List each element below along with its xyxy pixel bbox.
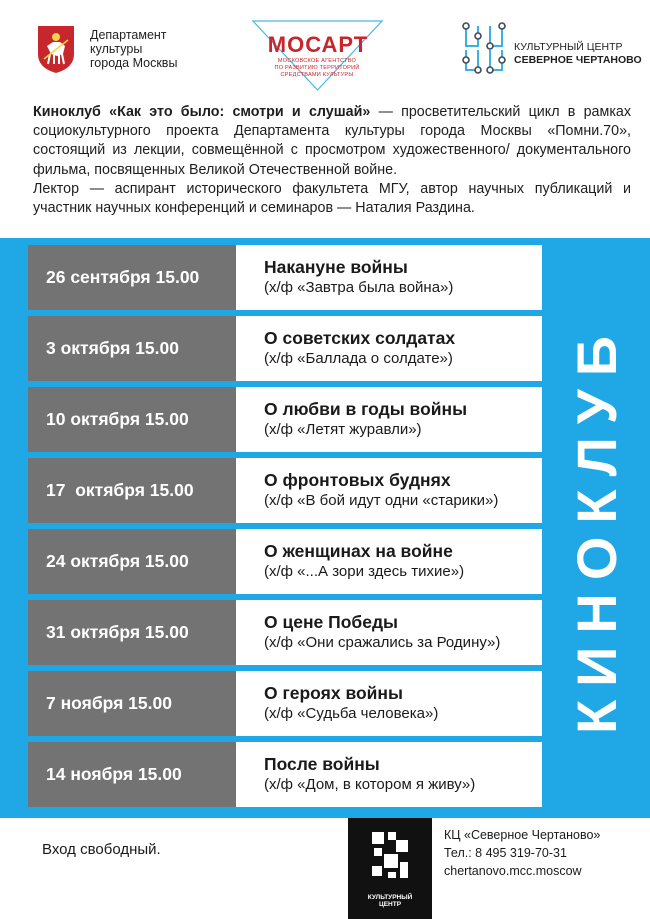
band-title [543, 238, 650, 818]
session-film: (х/ф «Завтра была война») [264, 279, 454, 296]
session-info [236, 458, 542, 523]
session-info [236, 671, 542, 736]
contact-info [444, 826, 600, 880]
mosart-subtitle-line-1: МОСКОВСКОЕ АГЕНТСТВО [277, 58, 357, 64]
cultural-center-pixel-logo-icon [348, 818, 432, 894]
intro-lecturer: Лектор — аспирант исторического факультета МГУ, автор научных публикаций и участник научных конференций и семинаров — Наталия Раздина. [33, 180, 631, 217]
moscow-department-name [90, 28, 177, 70]
session-info [236, 316, 542, 381]
center-name-line-2: СЕВЕРНОЕ ЧЕРТАНОВО [514, 54, 642, 66]
session-date: 10 октября 15.00 [28, 387, 236, 452]
session-topic: О героях войны [264, 683, 403, 703]
footer-logo-caption-line-1: КУЛЬТУРНЫЙ [367, 894, 413, 901]
session-film: (х/ф «В бой идут одни «старики») [264, 492, 499, 509]
mosart-title: МОСАРТ [267, 32, 369, 57]
footer-logo-caption-line-2: ЦЕНТР [378, 901, 402, 908]
cultural-center-mark-icon [460, 22, 508, 74]
session-topic: О женщинах на войне [264, 541, 453, 561]
schedule-row [28, 245, 542, 310]
mosart-subtitle-line-3: СРЕДСТВАМИ КУЛЬТУРЫ [280, 72, 354, 78]
session-film: (х/ф «...А зори здесь тихие») [264, 563, 465, 580]
cultural-center-name [514, 41, 642, 67]
session-info [236, 387, 542, 452]
session-film: (х/ф «Дом, в котором я живу») [264, 776, 476, 793]
session-date: 14 ноября 15.00 [28, 742, 236, 807]
schedule-row [28, 671, 542, 736]
session-date: 26 сентября 15.00 [28, 245, 236, 310]
session-film: (х/ф «Летят журавли») [264, 421, 422, 438]
schedule-row [28, 600, 542, 665]
session-topic: О цене Победы [264, 612, 398, 632]
session-date: 31 октября 15.00 [28, 600, 236, 665]
session-info [236, 245, 542, 310]
schedule-row [28, 387, 542, 452]
mosart-subtitle-line-2: ПО РАЗВИТИЮ ТЕРРИТОРИЙ [274, 65, 360, 71]
schedule-row [28, 316, 542, 381]
session-info [236, 529, 542, 594]
center-name-line-1: КУЛЬТУРНЫЙ ЦЕНТР [514, 41, 623, 53]
venue-name: КЦ «Северное Чертаново» [444, 828, 601, 842]
website-link[interactable]: chertanovo.mcc.moscow [444, 864, 582, 878]
moscow-line-2: культуры [90, 42, 143, 56]
session-topic: О любви в годы войны [264, 399, 468, 419]
session-film: (х/ф «Судьба человека») [264, 705, 439, 722]
intro-text [33, 103, 631, 218]
session-date: 3 октября 15.00 [28, 316, 236, 381]
moscow-line-1: Департамент [90, 28, 167, 42]
intro-description: — просветительский цикл в рамках социокультурного проекта Департамента культуры города Москвы «Помни.70», состоящий из лекции, совмещённой с просмотром художественного/ документального фильма, посвященных Великой Отечественной войне. [33, 104, 632, 178]
mosart-subtitle [252, 58, 382, 79]
moscow-culture-department-logo [30, 24, 200, 84]
schedule-row [28, 458, 542, 523]
intro-paragraph [33, 103, 631, 180]
session-topic: О советских солдатах [264, 328, 456, 348]
session-film: (х/ф «Баллада о солдате») [264, 350, 453, 367]
footer-logo-caption [348, 894, 432, 908]
moscow-line-3: города Москвы [90, 56, 178, 70]
footer-cultural-center-logo [348, 818, 432, 919]
cultural-center-logo [460, 22, 640, 82]
free-entry-note: Вход свободный. [42, 841, 161, 858]
session-info [236, 742, 542, 807]
session-date: 7 ноября 15.00 [28, 671, 236, 736]
kinoklub-vertical-title: КИНОКЛУБ [565, 322, 628, 734]
schedule-row [28, 529, 542, 594]
session-date: 24 октября 15.00 [28, 529, 236, 594]
moscow-coat-of-arms-icon [36, 24, 76, 74]
mosart-logo [250, 18, 385, 93]
session-info [236, 600, 542, 665]
session-topic: Накануне войны [264, 257, 408, 277]
session-topic: После войны [264, 754, 380, 774]
intro-lead: Киноклуб «Как это было: смотри и слушай» [33, 104, 371, 120]
session-topic: О фронтовых буднях [264, 470, 451, 490]
phone-number: Тел.: 8 495 319-70-31 [444, 846, 567, 860]
session-film: (х/ф «Они сражались за Родину») [264, 634, 501, 651]
schedule-row [28, 742, 542, 807]
session-date: 17 октября 15.00 [28, 458, 236, 523]
